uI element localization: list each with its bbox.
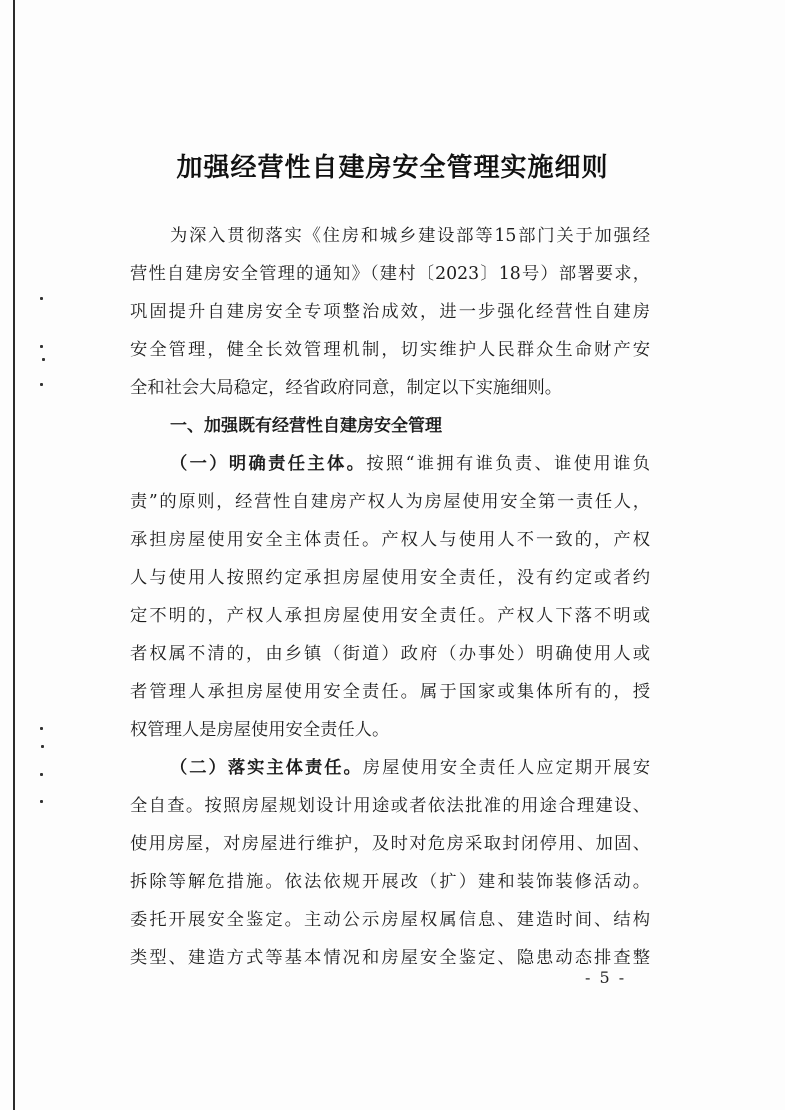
paragraph-line: 类型、建造方式等基本情况和房屋安全鉴定、隐患动态排查整: [130, 948, 650, 968]
margin-speck: [42, 358, 45, 361]
paragraph-line: 责”的原则，经营性自建房产权人为房屋使用安全第一责任人，: [130, 492, 650, 512]
paragraph-line: 全自查。按照房屋规划设计用途或者依法批准的用途合理建设、: [130, 796, 650, 816]
paragraph-line: 全和社会大局稳定，经省政府同意，制定以下实施细则。: [130, 378, 563, 398]
document-body: [130, 217, 650, 977]
paragraph-line: 者管理人承担房屋使用安全责任。属于国家或集体所有的，授: [130, 682, 650, 702]
margin-speck: [40, 773, 43, 776]
paragraph-line: 委托开展安全鉴定。主动公示房屋权属信息、建造时间、结构: [130, 910, 650, 930]
item-first-line: [130, 445, 650, 483]
page-number: - 5 -: [585, 968, 627, 987]
margin-speck: [41, 745, 44, 748]
section-heading: 一、加强既有经营性自建房安全管理: [170, 416, 442, 436]
paragraph-line: 承担房屋使用安全主体责任。产权人与使用人不一致的，产权: [130, 530, 650, 550]
item-first-line-text: 房屋使用安全责任人应定期开展安: [362, 758, 650, 778]
paragraph-line: 使用房屋，对房屋进行维护，及时对危房采取封闭停用、加固、: [130, 834, 650, 854]
paragraph-line: 为深入贯彻落实《住房和城乡建设部等15部门关于加强经: [170, 226, 650, 246]
margin-speck: [40, 345, 43, 348]
paragraph-line: 拆除等解危措施。依法依规开展改（扩）建和装饰装修活动。: [130, 872, 650, 892]
margin-speck: [40, 297, 43, 300]
margin-speck: [40, 383, 43, 386]
paragraph-line: 者权属不清的，由乡镇（街道）政府（办事处）明确使用人或: [130, 644, 650, 664]
paragraph-line: 权管理人是房屋使用安全责任人。: [130, 720, 390, 740]
paragraph-line: 人与使用人按照约定承担房屋使用安全责任，没有约定或者约: [130, 568, 650, 588]
document-title: 加强经营性自建房安全管理实施细则: [176, 153, 609, 183]
item-lead: （二）落实主体责任。: [170, 758, 363, 778]
paragraph-line: 定不明的，产权人承担房屋使用安全责任。产权人下落不明或: [130, 606, 650, 626]
paragraph-line: 营性自建房安全管理的通知》（建村〔2023〕18号）部署要求，: [130, 264, 650, 284]
paragraph-line: 巩固提升自建房安全专项整治成效，进一步强化经营性自建房: [130, 302, 650, 322]
paragraph-line: 安全管理，健全长效管理机制，切实维护人民群众生命财产安: [130, 340, 650, 360]
item-first-line-text: 按照“谁拥有谁负责、谁使用谁负: [366, 454, 650, 474]
margin-speck: [40, 800, 43, 803]
margin-speck: [40, 727, 43, 730]
item-first-line: [130, 749, 650, 787]
item-lead: （一）明确责任主体。: [170, 454, 367, 474]
